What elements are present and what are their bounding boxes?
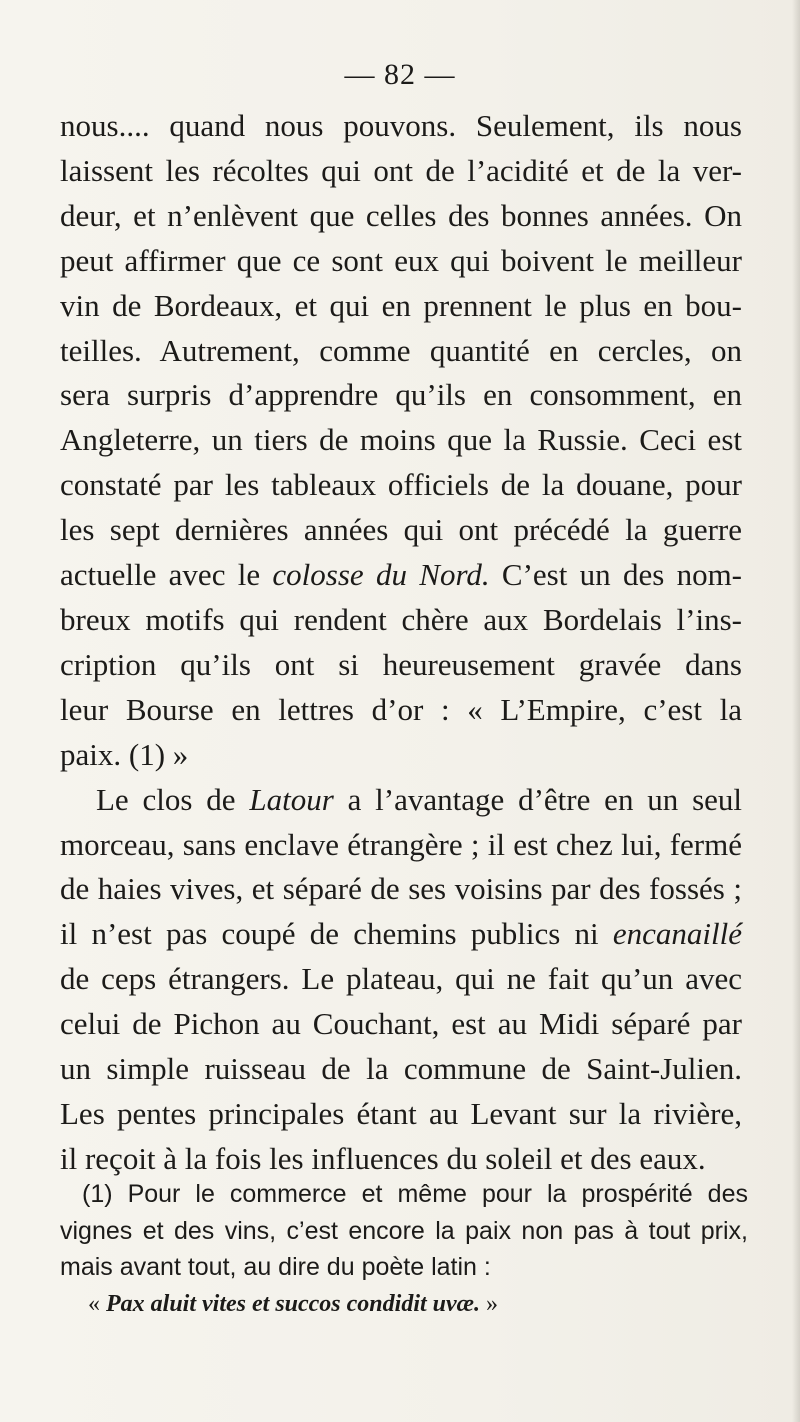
text-line: de haies vives, et séparé de ses voisins par des fossés ; — [60, 871, 742, 907]
latin-quote: Pax aluit vites et succos condidit uvæ. — [106, 1290, 480, 1317]
text-line: leur Bourse en lettres d’or : « L’Empire, c’est la — [60, 691, 742, 727]
text-line: laissent les récoltes qui ont de l’acidité et de la ver- — [60, 152, 742, 188]
page-edge-shadow — [792, 0, 800, 1422]
italic-phrase: colosse du Nord. — [272, 557, 490, 593]
footnote-line: mais avant tout, au dire du poète latin : — [60, 1253, 491, 1281]
text-segment: C’est un des nom- — [501, 557, 743, 593]
text-segment: a l’avantage d’être en un seul — [347, 781, 743, 817]
text-line: les sept dernières années qui ont précédé la guerre — [60, 512, 742, 548]
footnote-quote — [60, 1286, 748, 1323]
text-line: morceau, sans enclave étrangère ; il est chez lui, fermé — [60, 826, 742, 862]
text-line — [60, 778, 742, 823]
text-line: teilles. Autrement, comme quantité en cercles, on — [60, 332, 742, 368]
italic-phrase: Latour — [249, 781, 334, 817]
text-line: breux motifs qui rendent chère aux Bordelais l’ins- — [60, 601, 742, 637]
text-segment: il n’est pas coupé de chemins publics ni — [60, 916, 599, 952]
text-line: deur, et n’enlèvent que celles des bonnes années. On — [60, 197, 742, 233]
text-line: nous.... quand nous pouvons. Seulement, ils nous — [60, 108, 742, 143]
text-line: sera surpris d’apprendre qu’ils en consomment, en — [60, 377, 742, 413]
footnotes — [60, 1176, 748, 1322]
text-line: de ceps étrangers. Le plateau, qui ne fait qu’un avec — [60, 961, 742, 997]
text-segment: Le clos de — [96, 781, 236, 817]
text-line: constaté par les tableaux officiels de la douane, pour — [60, 467, 742, 503]
text-line: Les pentes principales étant au Levant sur la rivière, — [60, 1095, 742, 1131]
italic-phrase: encanaillé — [612, 916, 743, 952]
text-segment: actuelle avec le — [60, 557, 261, 593]
text-line: cription qu’ils ont si heureusement gravée dans — [60, 646, 742, 682]
text-line: celui de Pichon au Couchant, est au Midi séparé par — [60, 1006, 742, 1042]
text-line: paix. (1) » — [60, 736, 189, 772]
quote-mark: » — [485, 1290, 498, 1317]
text-line: un simple ruisseau de la commune de Saint-Julien. — [60, 1051, 742, 1087]
text-line: vin de Bordeaux, et qui en prennent le plus en bou- — [60, 287, 742, 323]
quote-mark: « — [88, 1290, 100, 1317]
text-line: peut affirmer que ce sont eux qui boivent le meilleur — [60, 242, 742, 278]
footnote-line: (1) Pour le commerce et même pour la prospérité des — [82, 1180, 748, 1208]
text-line — [60, 912, 742, 957]
text-line: il reçoit à la fois les influences du soleil et des eaux. — [60, 1140, 706, 1176]
body-text — [60, 104, 742, 1182]
page-number: — 82 — — [344, 58, 456, 91]
footnote-line: vignes et des vins, c’est encore la paix non pas à tout prix, — [60, 1216, 748, 1245]
text-line: Angleterre, un tiers de moins que la Russie. Ceci est — [60, 422, 742, 458]
text-line — [60, 553, 742, 598]
